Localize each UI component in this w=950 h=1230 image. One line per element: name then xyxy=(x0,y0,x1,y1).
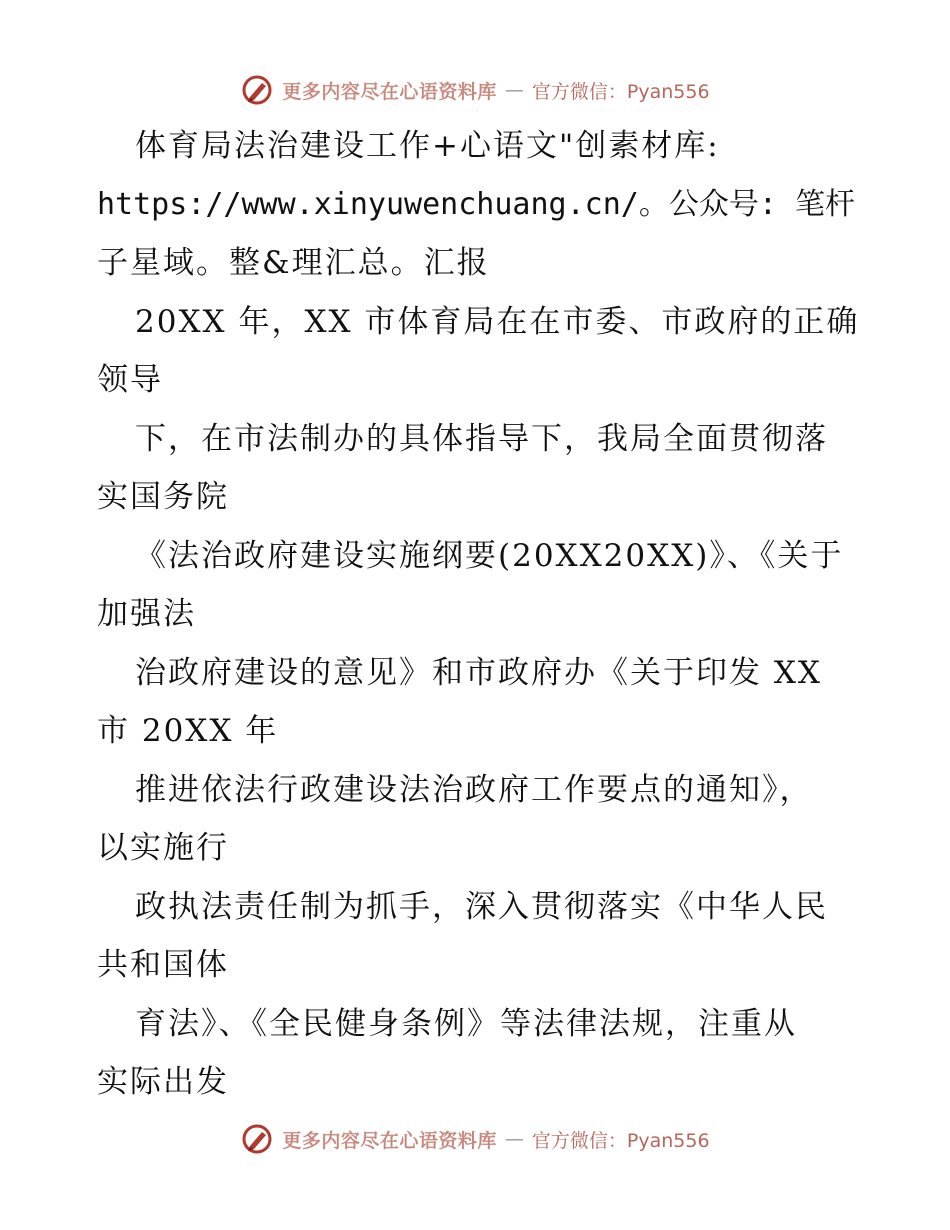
body-line: 20XX 年，XX 市体育局在在市委、市政府的正确 xyxy=(135,303,860,340)
pen-logo-icon xyxy=(240,73,274,107)
body-line: 政执法责任制为抓手，深入贯彻落实《中华人民 xyxy=(135,888,828,925)
footer-banner xyxy=(0,1119,950,1159)
body-line: 以实施行 xyxy=(97,830,229,866)
body-line: 共和国体 xyxy=(97,947,229,983)
body-line: 《法治政府建设实施纲要(20XX20XX)》、《关于 xyxy=(135,537,844,574)
body-line: https://www.xinyuwenchuang.cn/。公众号: 笔杆 xyxy=(97,186,855,222)
body-line: 体育局法治建设工作+心语文"创素材库: xyxy=(135,128,720,164)
body-line: 领导 xyxy=(97,362,163,398)
banner-account-text: 官方微信：Pyan556 xyxy=(531,80,710,103)
body-line: 育法》、《全民健身条例》等法律法规，注重从 xyxy=(135,1005,797,1042)
banner-account-text: 官方微信：Pyan556 xyxy=(531,1129,710,1152)
banner-main-text: 更多内容尽在心语资料库 xyxy=(282,80,497,103)
banner-separator: — xyxy=(504,79,524,101)
document-body xyxy=(97,117,860,1112)
body-line: 子星域。整&理汇总。汇报 xyxy=(97,245,490,281)
body-line: 市 20XX 年 xyxy=(97,713,279,749)
body-line: 下，在市法制办的具体指导下，我局全面贯彻落 xyxy=(135,420,828,457)
pen-logo-icon xyxy=(240,1122,274,1156)
body-line: 治政府建设的意见》和市政府办《关于印发 XX xyxy=(135,654,822,691)
body-line: 实国务院 xyxy=(97,479,229,515)
body-line: 推进依法行政建设法治政府工作要点的通知》， xyxy=(135,771,813,808)
header-banner xyxy=(0,70,950,110)
body-line: 加强法 xyxy=(97,596,196,632)
banner-separator: — xyxy=(504,1128,524,1150)
banner-main-text: 更多内容尽在心语资料库 xyxy=(282,1129,497,1152)
body-line: 实际出发 xyxy=(97,1064,229,1100)
